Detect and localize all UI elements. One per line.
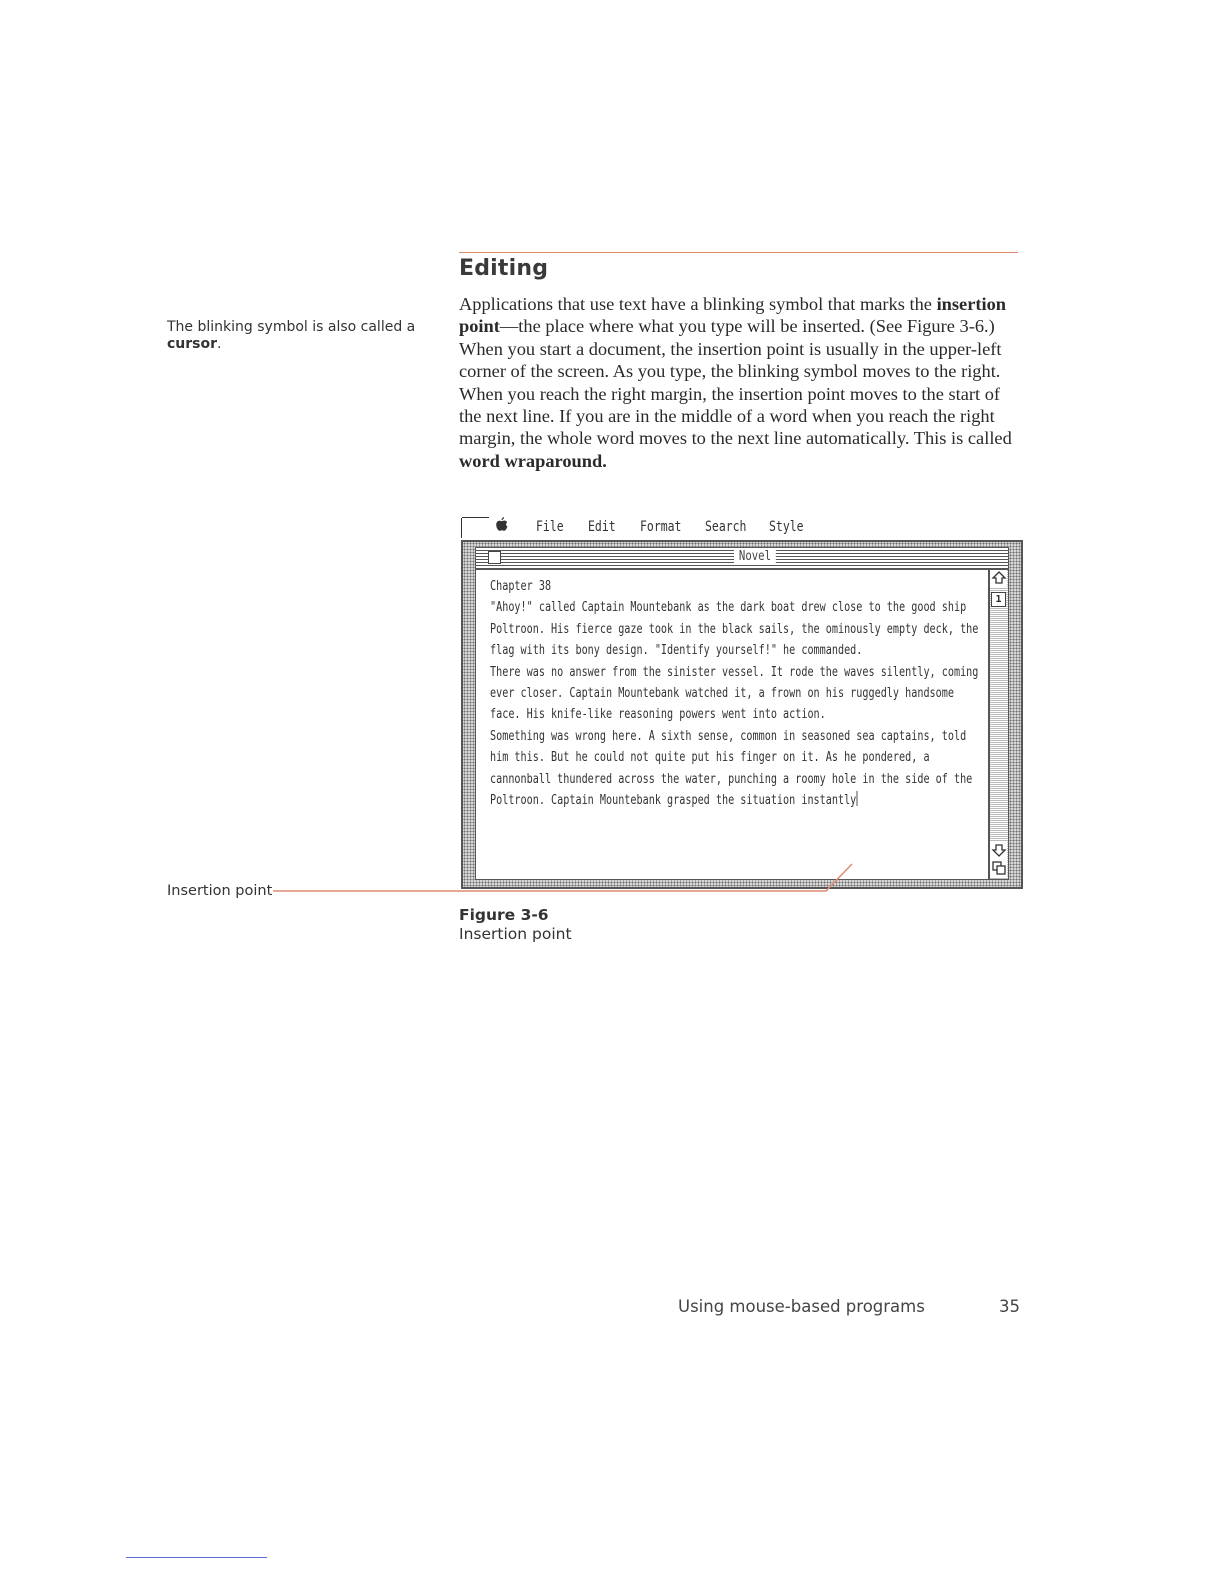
figure-caption [459,906,572,944]
term-insertion-point: insertion point [459,294,1007,337]
doc-line: Chapter 38 [490,579,552,594]
figure-caption-text: Insertion point [459,925,572,943]
section-top-rule [459,252,1018,253]
doc-line: him this. But he could not quite put his finger on it. As he pondered, a [490,750,930,766]
doc-line: Poltroon. His fierce gaze took in the black sails, the ominously empty deck, the [490,621,979,637]
term-word-wraparound: word wraparound. [459,450,607,471]
menu-bar [460,512,1023,542]
insertion-point-caret [856,791,857,806]
menu-file[interactable]: File [536,519,564,535]
page-number: 35 [999,1297,1020,1316]
menu-format[interactable]: Format [640,519,682,535]
menu-style[interactable]: Style [769,519,804,535]
running-footer: Using mouse-based programs [678,1297,925,1316]
desktop-window-area [461,540,1023,889]
body-paragraph [459,293,1027,472]
body-text-part2: —the place where what you type will be inserted. (See Figure 3-6.) When you start a document, the insertion point is usually in the upper-left corner of the screen. As you type, the blinking symbol moves to the right. When you reach the right margin, the insertion point moves to the start of the next line. If you are in the middle of a word when you reach the right margin, the whole word moves to the next line automatically. This is called [459,316,1012,449]
bottom-rule [126,1557,267,1558]
margin-note-period: . [217,336,222,352]
vertical-scroll-bar[interactable] [989,569,1009,880]
callout-label: Insertion point [167,883,273,899]
margin-note-term: cursor [167,336,218,352]
apple-menu-icon[interactable] [496,517,508,536]
doc-line: There was no answer from the sinister vessel. It rode the waves silently, coming [490,664,979,680]
menu-edit[interactable]: Edit [588,519,616,535]
body-text-part1: Applications that use text have a blinking symbol that marks the [459,294,937,314]
doc-line: "Ahoy!" called Captain Mountebank as the dark boat drew close to the good ship [490,600,967,616]
figure-number: Figure 3-6 [459,906,549,924]
screen-corner-left [461,518,462,538]
doc-line: cannonball thundered across the water, punching a roomy hole in the side of the [490,771,973,787]
screen-corner-top [462,517,489,518]
size-box-icon[interactable] [990,860,1007,878]
menu-search[interactable]: Search [705,519,747,535]
window-title-bar[interactable] [475,547,1009,569]
margin-note-text: The blinking symbol is also called a [167,319,416,335]
window-title: Novel [734,549,776,564]
margin-note [167,319,429,353]
scroll-thumb[interactable]: 1 [991,592,1006,607]
document-content[interactable] [475,569,989,880]
doc-line: Something was wrong here. A sixth sense, common in seasoned sea captains, told [490,728,967,744]
document-text[interactable] [490,576,979,811]
section-title: Editing [459,256,549,281]
doc-line-last [490,790,974,811]
close-box-icon[interactable] [488,551,501,564]
doc-line: face. His knife-like reasoning powers went into action. [490,707,826,723]
doc-line-text: Poltroon. Captain Mountebank grasped the situation instantly [490,793,857,809]
doc-line: ever closer. Captain Mountebank watched it, a frown on his ruggedly handsome [490,686,954,702]
scroll-up-arrow-icon[interactable] [990,570,1007,588]
doc-line: flag with its bony design. "Identify yourself!" he commanded. [490,643,863,659]
scroll-down-arrow-icon[interactable] [990,842,1007,860]
